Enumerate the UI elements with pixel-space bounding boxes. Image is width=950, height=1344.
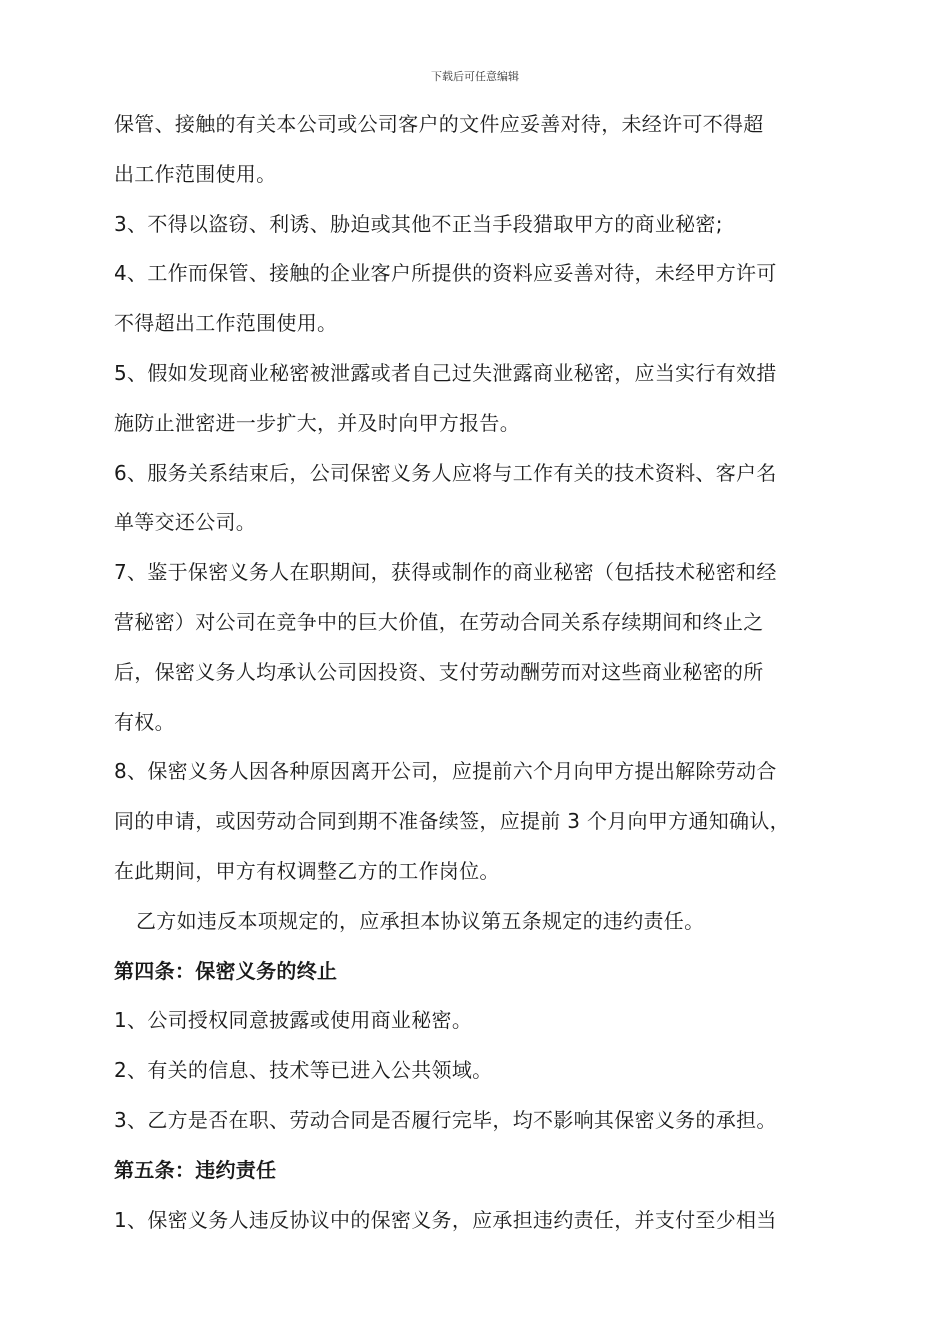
paragraph-line: 后，保密义务人均承认公司因投资、支付劳动酬劳而对这些商业秘密的所 [114,659,764,684]
section-heading-article-5: 第五条：违约责任 [114,1157,277,1182]
list-item-2: 2、有关的信息、技术等已进入公共领域。 [114,1058,493,1083]
list-item-5: 5、假如发现商业秘密被泄露或者自己过失泄露商业秘密，应当实行有效措 [114,360,777,385]
list-item-3: 3、乙方是否在职、劳动合同是否履行完毕，均不影响其保密义务的承担。 [114,1107,777,1132]
page-header-note: 下载后可任意编辑 [431,70,519,83]
paragraph-line: 施防止泄密进一步扩大，并及时向甲方报告。 [114,410,520,435]
paragraph-line: 出工作范围使用。 [114,161,277,186]
paragraph-line: 保管、接触的有关本公司或公司客户的文件应妥善对待，未经许可不得超 [114,112,764,136]
document-body [114,100,874,1245]
section-heading-article-4: 第四条：保密义务的终止 [114,958,338,983]
paragraph-line: 有权。 [114,709,175,734]
list-item-3: 3、不得以盗窃、利诱、胁迫或其他不正当手段猎取甲方的商业秘密; [114,211,723,236]
list-item-1: 1、保密义务人违反协议中的保密义务，应承担违约责任，并支付至少相当 [114,1207,777,1232]
paragraph-line: 在此期间，甲方有权调整乙方的工作岗位。 [114,858,500,883]
paragraph-line: 同的申请，或因劳动合同到期不准备续签，应提前 3 个月向甲方通知确认， [114,809,790,834]
list-item-6: 6、服务关系结束后，公司保密义务人应将与工作有关的技术资料、客户名 [114,460,777,485]
list-item-4: 4、工作而保管、接触的企业客户所提供的资料应妥善对待，未经甲方许可 [114,261,777,286]
paragraph-line: 不得超出工作范围使用。 [114,311,338,336]
paragraph-line: 乙方如违反本项规定的，应承担本协议第五条规定的违约责任。 [136,908,705,933]
list-item-8: 8、保密义务人因各种原因离开公司，应提前六个月向甲方提出解除劳动合 [114,759,777,784]
paragraph-line: 单等交还公司。 [114,510,257,535]
list-item-1: 1、公司授权同意披露或使用商业秘密。 [114,1008,473,1033]
paragraph-line: 营秘密）对公司在竞争中的巨大价值，在劳动合同关系存续期间和终止之 [114,609,764,634]
list-item-7: 7、鉴于保密义务人在职期间，获得或制作的商业秘密（包括技术秘密和经 [114,560,777,585]
